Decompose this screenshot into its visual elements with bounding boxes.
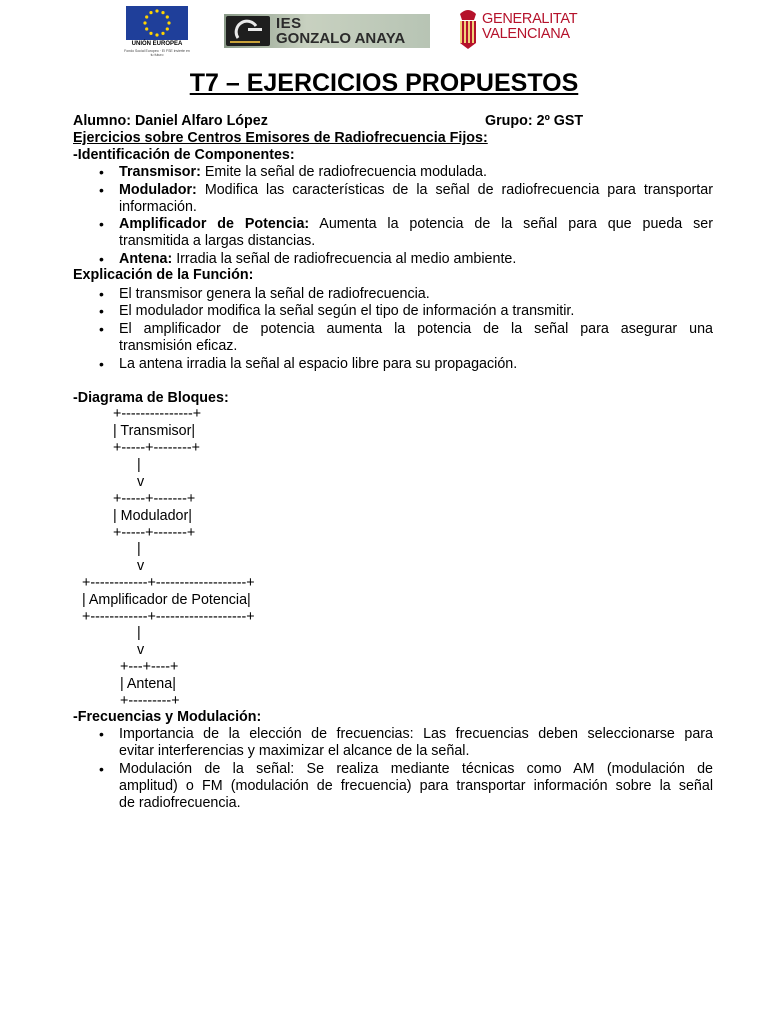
list-item: Importancia de la elección de frecuencias: Las frecuencias deben seleccionarse para [119,726,713,742]
diagram-line: v [137,558,145,574]
diagram-line: | Transmisor| [113,423,196,439]
generalitat-crest-icon [456,6,480,50]
eu-label: UNIÓN EUROPEA [131,41,183,47]
diagram-line: | [137,625,141,641]
diagram-line: +-----+--------+ [113,440,200,456]
diagram-line: | [137,541,141,557]
bullet-icon: • [99,251,104,267]
frequencies-heading: -Frecuencias y Modulación: [73,709,262,725]
diagram-line: | [137,457,141,473]
diagram-line: +---+----+ [120,659,179,675]
list-item: Modulación de la señal: Se realiza mediante técnicas como AM (modulación de [119,761,713,777]
eu-logo [124,6,190,58]
bullet-icon: • [99,761,104,777]
list-item-continuation: transmisión eficaz. [119,338,238,354]
function-heading: Explicación de la Función: [73,267,254,283]
list-item: La antena irradia la señal al espacio libre para su propagación. [119,356,518,372]
eu-flag-icon [126,6,188,40]
list-item-continuation: de radiofrecuencia. [119,795,241,811]
diagram-line: | Antena| [120,676,176,692]
bullet-icon: • [99,182,104,198]
components-heading: -Identificación de Componentes: [73,147,295,163]
list-item-continuation: amplitud) o FM (modulación de frecuencia) para transportar información sobre la señal [119,778,713,794]
ies-mark-icon [226,16,270,46]
header-logos [0,0,768,60]
diagram-line: | Amplificador de Potencia| [82,592,251,608]
bullet-icon: • [99,726,104,742]
ies-name-line2: GONZALO ANAYA [276,30,406,47]
diagram-line: v [137,642,145,658]
page-title: T7 – EJERCICIOS PROPUESTOS [189,69,579,97]
group-label: Grupo: 2º GST [485,113,584,129]
list-item-continuation: evitar interferencias y maximizar el alcance de la señal. [119,743,470,759]
list-item: El amplificador de potencia aumenta la potencia de la señal para asegurar una [119,321,713,337]
diagram-line: +------------+-------------------+ [82,575,255,591]
ies-logo [224,14,430,48]
student-name: Alumno: Daniel Alfaro López [73,113,268,129]
list-item: Modulador: Modifica las características de la señal de radiofrecuencia para transportar [119,182,713,198]
diagram-line: +-----+-------+ [113,491,196,507]
bullet-icon: • [99,303,104,319]
eu-sub-label: Fondo Social Europeo · El FSE invierte en tu futuro [124,49,190,57]
generalitat-line2: VALENCIANA [482,26,570,42]
list-item: El modulador modifica la señal según el tipo de información a transmitir. [119,303,575,319]
diagram-line: v [137,474,145,490]
diagram-line: +---------------+ [113,406,202,422]
bullet-icon: • [99,216,104,232]
bullet-icon: • [99,321,104,337]
diagram-line: | Modulador| [113,508,192,524]
diagram-line: +-----+-------+ [113,525,196,541]
ies-name-line1: IES [276,15,302,32]
list-item: Amplificador de Potencia: Aumenta la potencia de la señal para que pueda ser [119,216,713,232]
diagram-line: +------------+-------------------+ [82,609,255,625]
list-item: Transmisor: Emite la señal de radiofrecuencia modulada. [119,164,487,180]
generalitat-line1: GENERALITAT [482,11,578,27]
bullet-icon: • [99,286,104,302]
bullet-icon: • [99,164,104,180]
section-subtitle: Ejercicios sobre Centros Emisores de Radiofrecuencia Fijos: [73,130,488,146]
generalitat-logo [456,6,576,50]
diagram-heading: -Diagrama de Bloques: [73,390,229,406]
bullet-icon: • [99,356,104,372]
list-item: Antena: Irradia la señal de radiofrecuencia al medio ambiente. [119,251,517,267]
list-item-continuation: transmitida a largas distancias. [119,233,316,249]
diagram-line: +---------+ [120,693,180,709]
list-item: El transmisor genera la señal de radiofrecuencia. [119,286,430,302]
list-item-continuation: información. [119,199,197,215]
